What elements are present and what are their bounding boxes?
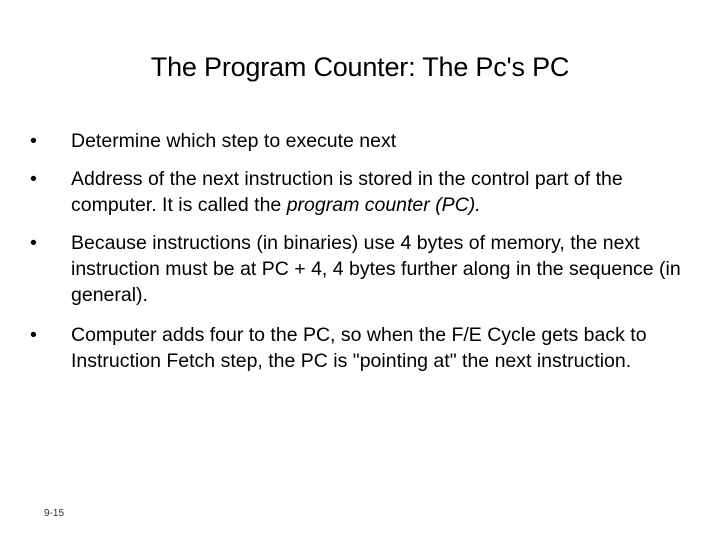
bullet-item (30, 166, 692, 218)
bullet-list (30, 128, 692, 386)
bullet-item (30, 230, 692, 308)
bullet-marker: • (30, 130, 37, 152)
bullet-text: Address of the next instruction is stored in the control part of the computer. It is called the (71, 168, 623, 216)
bullet-marker: • (30, 232, 37, 254)
bullet-emphasis: program counter (PC). (286, 194, 481, 216)
bullet-text: Computer adds four to the PC, so when the F/E Cycle gets back to Instruction Fetch step, the PC is "pointing at" the next instruction. (71, 324, 647, 372)
bullet-text: Because instructions (in binaries) use 4 bytes of memory, the next instruction must be at PC + 4, 4 bytes further along in the sequence (in general). (71, 232, 681, 306)
page-number: 9-15 (44, 508, 65, 519)
slide-title: The Program Counter: The Pc's PC (150, 52, 570, 82)
bullet-marker: • (30, 324, 37, 346)
bullet-item (30, 128, 692, 154)
bullet-item (30, 322, 692, 374)
bullet-marker: • (30, 168, 37, 190)
bullet-text: Determine which step to execute next (71, 130, 397, 152)
